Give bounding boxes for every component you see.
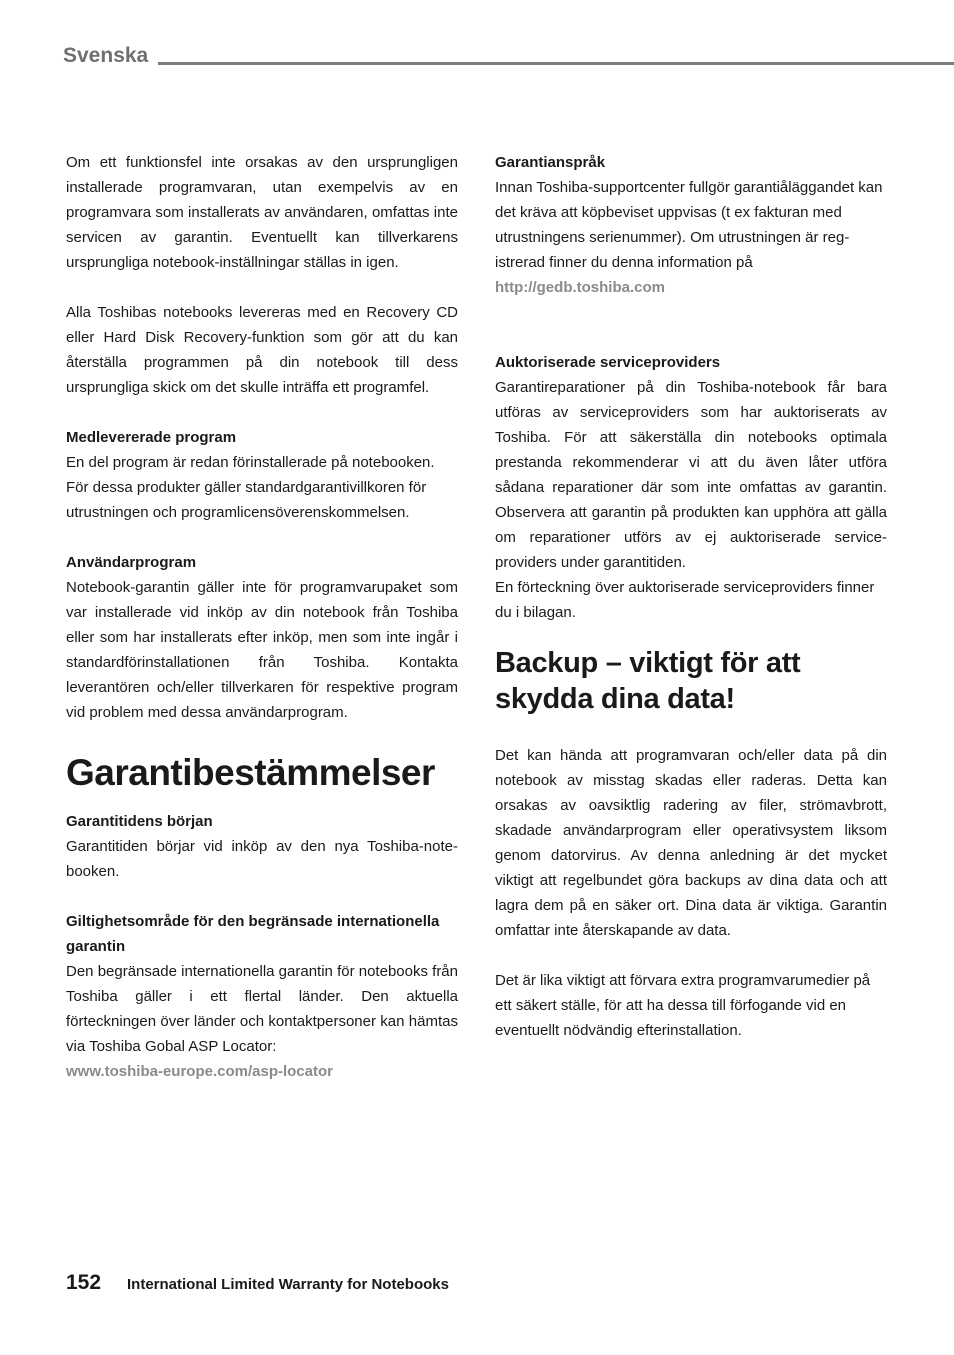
paragraph-warranty-scope: Den begränsade internationella garantin för notebooks från Toshiba gäller i ett flertal länder. Den aktuella förteckningen över länder och kontaktpersoner kan hämtas via Toshiba Gobal ASP Locator: [66,963,458,1055]
spacer [495,325,887,350]
subheading-authorized-providers: Auktoriserade serviceproviders [495,354,721,371]
heading-warranty-terms: Garantibestämmelser [66,752,435,793]
page-number: 152 [66,1271,102,1294]
header-rule [158,62,954,65]
paragraph-backup-media: Det är lika viktigt att förvara extra programvarumedier på ett säkert ställe, för att ha dessa till förfogande vid en eventuellt nödvändig efterinstallation. [495,972,871,1039]
paragraph-backup-risk: Det kan hända att programvaran och/eller data på din notebook av misstag skadas eller raderas. Detta kan orsakas av oavsiktlig radering av filer, strömavbrott, skadade användarprogram eller operativsystem liksom genom datorvirus. Av denna anledning är det mycket viktigt att regelbundet göra backups av dina data och att lagra dem på en säker ort. Dina data är viktiga. Garantin omfattar inte återskapande av data. [495,747,887,939]
spacer [66,400,458,425]
asp-locator-link[interactable]: www.toshiba-europe.com/asp-locator [66,1063,333,1080]
paragraph-provider-list: En förteckning över auktoriserade serviceproviders finner du i bilagan. [495,579,875,621]
subheading-warranty-claim: Garantianspråk [495,154,606,171]
paragraph-authorized-providers: Garantireparationer på din Toshiba-notebook får bara utföras av serviceproviders som har auktoriserats av Toshiba. För att säkerställa din notebooks optimala prestanda rekommenderar vi att du även låter utföra sådana reparationer där som inte omfattas av garantin. Observera att garantin på produkten kan upphöra att gälla om reparationer utförs av ej auktoriserade service-providers under garantitiden. [495,379,887,571]
spacer [66,884,458,909]
paragraph-warranty-claim: Innan Toshiba-supportcenter fullgör garantiåläggandet kan det kräva att köpbeviset uppvisas (t ex fakturan med utrustningens serienummer). Om utrustningen är reg-istrerad finner du denna information på [495,179,883,271]
subheading-warranty-start: Garantitidens början [66,813,213,830]
gedb-link[interactable]: http://gedb.toshiba.com [495,279,665,296]
subheading-warranty-scope: Giltighetsområde för den begränsade internationella garantin [66,913,440,955]
right-column [495,150,887,1043]
spacer [495,943,887,968]
paragraph-recovery-intro: Om ett funktionsfel inte orsakas av den ursprungligen installerade programvaran, utan exempelvis av en programvara som installerats av användaren, omfattas inte servicen av garantin. Eventuellt kan tillverkarens ursprungliga notebook-inställningar ställas in igen. [66,154,458,271]
subheading-user-programs: Användarprogram [66,554,197,571]
paragraph-recovery-cd: Alla Toshibas notebooks levereras med en Recovery CD eller Hard Disk Recovery-funktion som gör att du kan återställa programmen på din notebook till dess ursprungliga skick om det skulle inträffa ett programfel. [66,304,458,396]
paragraph-bundled-programs: En del program är redan förinstallerade på notebooken. För dessa produkter gäller standardgarantivillkoren för utrustningen och programlicensöverenskommelsen. [66,454,435,521]
paragraph-user-programs: Notebook-garantin gäller inte för programvarupaket som var installerade vid inköp av din notebook från Toshiba eller som har installerats efter inköp, men som inte ingår i standardförinstallationen från Toshiba. Kontakta leverantören och/eller tillverkaren för respektive program vid problem med dessa användarprogram. [66,579,458,721]
left-column [66,150,458,1084]
spacer [66,525,458,550]
subheading-bundled-programs: Medlevererade program [66,429,237,446]
spacer [495,300,887,325]
heading-backup: Backup – viktigt för att skydda dina data! [495,647,801,715]
paragraph-warranty-start: Garantitiden börjar vid inköp av den nya Toshiba-note-booken. [66,838,458,880]
section-language-label: Svenska [63,44,149,67]
spacer [66,275,458,300]
footer-title: International Limited Warranty for Notebooks [127,1276,449,1293]
